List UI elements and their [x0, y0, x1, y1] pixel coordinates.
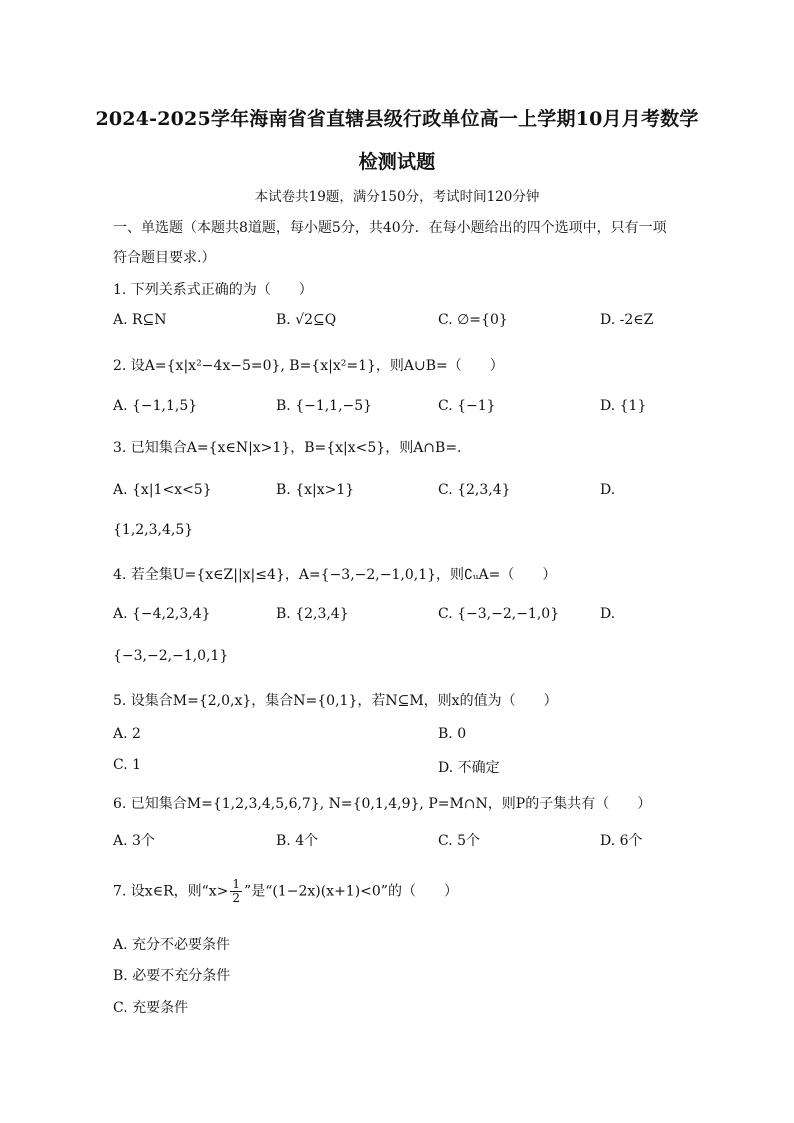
q4-option-a: A. {−4,2,3,4}	[113, 606, 211, 622]
q6-option-d: D. 6个	[600, 833, 643, 849]
q4-option-c: C. {−3,−2,−1,0}	[438, 606, 560, 622]
q3-option-d-content: {1,2,3,4,5}	[113, 522, 194, 538]
question-2-stem: 2. 设A={x|x²−4x−5=0}, B={x|x²=1}，则A∪B=（ ）	[113, 358, 504, 374]
question-7-stem	[113, 878, 458, 905]
q5-option-b: B. 0	[438, 726, 467, 742]
q2-option-b: B. {−1,1,−5}	[276, 398, 373, 414]
q1-option-b: B. √2⊆Q	[276, 312, 337, 328]
q6-option-a: A. 3个	[113, 833, 155, 849]
q2-option-a: A. {−1,1,5}	[113, 398, 198, 414]
q4-option-d-content: {−3,−2,−1,0,1}	[113, 648, 229, 664]
q6-option-b: B. 4个	[276, 833, 319, 849]
q1-option-a: A. R⊆N	[113, 312, 167, 328]
q7-option-b: B. 必要不充分条件	[113, 968, 231, 984]
q7-fraction-den: 2	[232, 891, 241, 905]
q3-option-d: D.	[600, 482, 616, 498]
exam-title-line2: 检测试题	[358, 151, 436, 173]
q7-fraction	[230, 878, 242, 905]
q3-option-a: A. {x|1<x<5}	[113, 482, 212, 498]
q5-option-d: D. 不确定	[438, 760, 500, 776]
q7-option-a: A. 充分不必要条件	[113, 937, 231, 953]
q7-fraction-num: 1	[232, 877, 241, 891]
q7-stem-pre: 7. 设x∈R，则“x>	[113, 883, 229, 900]
section-heading: 一、单选题（本题共8道题，每小题5分，共40分．在每小题给出的四个选项中，只有一项	[113, 220, 667, 236]
q7-stem-post: ”是“(1−2x)(x+1)<0”的（ ）	[244, 883, 458, 900]
q2-option-c: C. {−1}	[438, 398, 496, 414]
q5-option-a: A. 2	[113, 726, 141, 742]
question-4-stem: 4. 若全集U={x∈Z||x|≤4}，A={−3,−2,−1,0,1}，则∁ᵤA=（ ）	[113, 567, 557, 583]
q7-option-c: C. 充要条件	[113, 1000, 189, 1016]
question-5-stem: 5. 设集合M={2,0,x}，集合N={0,1}，若N⊆M，则x的值为（ ）	[113, 693, 558, 709]
q4-option-d: D.	[600, 606, 616, 622]
q3-option-b: B. {x|x>1}	[276, 482, 355, 498]
q2-option-d: D. {1}	[600, 398, 647, 414]
section-heading-cont: 符合题目要求.）	[113, 250, 216, 266]
q1-option-d: D. -2∈Z	[600, 312, 654, 328]
exam-title-line1: 2024-2025学年海南省省直辖县级行政单位高一上学期10月月考数学	[95, 108, 699, 130]
q4-option-b: B. {2,3,4}	[276, 606, 349, 622]
q5-option-c: C. 1	[113, 757, 142, 773]
q1-option-c: C. ∅={0}	[438, 312, 508, 328]
exam-info: 本试卷共19题，满分150分，考试时间120分钟	[254, 189, 540, 205]
question-6-stem: 6. 已知集合M={1,2,3,4,5,6,7}, N={0,1,4,9}, P=M∩N，则P的子集共有（ ）	[113, 796, 652, 812]
question-1-stem: 1. 下列关系式正确的为（ ）	[113, 282, 313, 298]
q3-option-c: C. {2,3,4}	[438, 482, 511, 498]
q6-option-c: C. 5个	[438, 833, 481, 849]
question-3-stem: 3. 已知集合A={x∈N|x>1}，B={x|x<5}，则A∩B=.	[113, 440, 462, 456]
